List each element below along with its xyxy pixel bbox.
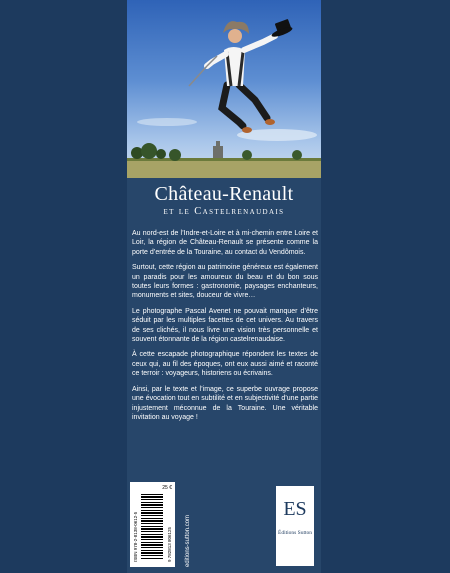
- book-title: Château-Renault: [154, 183, 294, 205]
- right-margin: [321, 0, 450, 573]
- isbn-label: ISBN 978-2-8138-0612-5: [133, 511, 138, 562]
- blurb-paragraph: Le photographe Pascal Avenet ne pouvait manquer d’être séduit par les multiples facettes de cet univers. Au travers de ses clichés, il nous livre une vision très personnelle et souvent étonnante de la région castelrenaudaise.: [132, 307, 318, 344]
- blurb-text: [132, 229, 318, 428]
- blurb-paragraph: Surtout, cette région au patrimoine généreux est également un paradis pour les amoureux du beau et du bon sous toutes leurs formes : gastronomie, paysages enchanteurs, monuments et sites, douceur de vivre…: [132, 264, 318, 300]
- back-cover: [127, 0, 321, 573]
- barcode-digits: 9 782813 806125: [167, 526, 172, 562]
- cover-photo: [127, 0, 321, 178]
- jumping-man-illustration: [127, 0, 321, 178]
- publisher-logo: [276, 486, 314, 566]
- left-margin: [0, 0, 127, 573]
- blurb-paragraph: Ainsi, par le texte et l’image, ce superbe ouvrage propose une évocation tout en subtilité et en subjectivité d’une partie injustement méconnue de la Touraine. Une véritable invitation au voyage !: [132, 385, 318, 421]
- publisher-logo-mark: ES: [283, 498, 307, 520]
- blurb-paragraph: Au nord-est de l’Indre-et-Loire et à mi-chemin entre Loire et Loir, la région de Château-Renault se présente comme la porte d’entrée de la Touraine, au contact du Vendômois.: [132, 230, 318, 256]
- book-subtitle: et le Castelrenaudais: [163, 206, 285, 217]
- price-label: 25 €: [162, 485, 172, 491]
- blurb-paragraph: À cette escapade photographique répondent les textes de ceux qui, au fil des époques, ont eux aussi aimé et raconté ce terroir : voyageurs, historiens ou écrivains.: [132, 351, 318, 378]
- barcode-panel: [130, 482, 175, 567]
- barcode-icon: [141, 494, 163, 560]
- publisher-name: Éditions Sutton: [277, 530, 313, 536]
- publisher-website: editions-sutton.com: [185, 514, 191, 567]
